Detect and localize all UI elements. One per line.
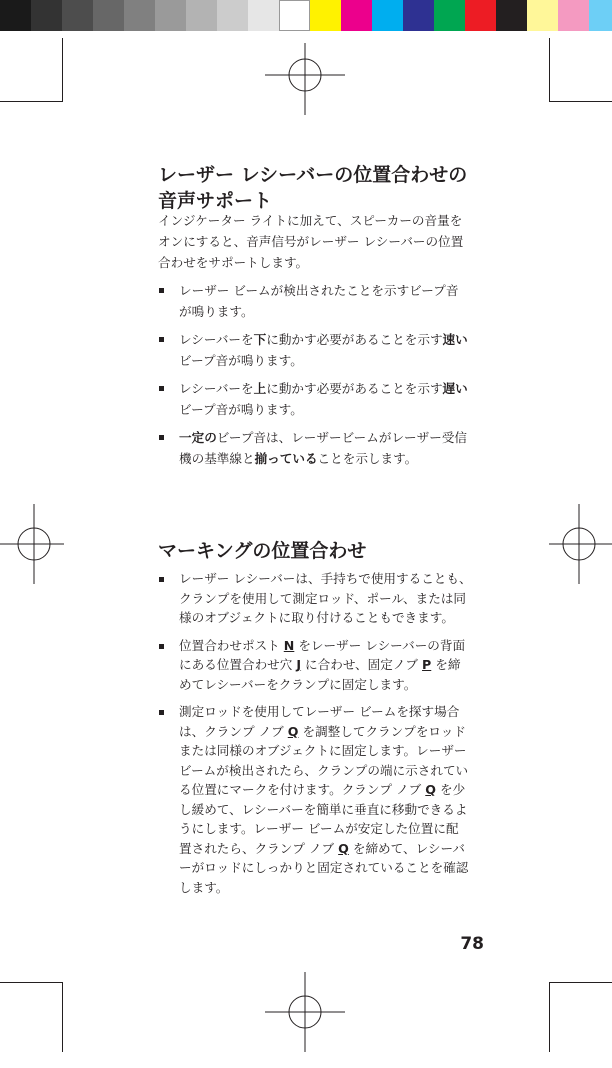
color-swatch (372, 0, 403, 31)
color-swatch (527, 0, 558, 31)
list-item-line: が鳴ります。 (179, 304, 254, 319)
color-swatch (248, 0, 279, 31)
list-item-line: レーザー レシーバーは、手持ちで使用することも、 (179, 571, 472, 586)
part-label-j: J (296, 657, 302, 672)
color-swatch (403, 0, 434, 31)
bullet-icon (159, 386, 164, 391)
bullet-icon (159, 337, 164, 342)
list-item-line: うにします。レーザー ビームが安定した位置に配 (179, 821, 459, 836)
list-item-line: めてレシーバーをクランプに固定します。 (179, 676, 417, 692)
bullet-icon (159, 644, 164, 649)
list-text: ことを示します。 (317, 451, 418, 466)
intro-line: オンにすると、音声信号がレーザー レシーバーの位置 (158, 234, 464, 249)
color-swatch (496, 0, 527, 31)
registration-mark-right (539, 504, 612, 584)
crop-mark-bottom-right-h (549, 982, 612, 983)
list-item-line (179, 427, 499, 448)
list-item-line (179, 655, 499, 675)
beep-bullet-list (159, 280, 499, 469)
list-item-line (179, 839, 499, 859)
page-number: 78 (460, 934, 484, 954)
list-item-line: ビープ音が鳴ります。 (179, 353, 303, 368)
color-swatch (465, 0, 496, 31)
list-item-line: ビープ音が鳴ります。 (179, 402, 303, 417)
crop-mark-top-left-v (62, 38, 63, 102)
emphasis-text: 揃っている (254, 451, 318, 466)
crop-mark-bottom-left-h (0, 982, 63, 983)
marking-bullet-list (159, 569, 499, 897)
color-swatch (62, 0, 93, 31)
list-text: に合わせ、固定ノブ (301, 657, 423, 672)
bullet-icon (159, 577, 164, 582)
list-item-line (179, 780, 499, 800)
emphasis-text: 速い (442, 332, 468, 347)
color-swatch (558, 0, 589, 31)
list-item-line (179, 636, 499, 656)
list-item (159, 378, 499, 420)
bullet-icon (159, 288, 164, 293)
list-item (159, 636, 499, 695)
list-item-line: し緩めて、レシーバーを簡単に垂直に移動できるよ (179, 801, 468, 817)
list-text: る位置にマークを付けます。クランプ ノブ (179, 782, 426, 797)
crop-mark-bottom-left-v (62, 982, 63, 1052)
list-item-line: クランプを使用して測定ロッド、ポール、または同 (179, 590, 467, 606)
section-title-line: レーザー レシーバーの位置合わせの (158, 164, 468, 186)
intro-paragraph (158, 210, 463, 273)
list-item-line: レーザー ビームが検出されたことを示すビープ音 (179, 283, 459, 298)
color-swatch (124, 0, 155, 31)
list-item (159, 702, 499, 897)
list-text: を締 (431, 657, 461, 672)
list-text: レシーバーを (179, 381, 254, 396)
list-text: ビープ音は、レーザービームがレーザー受信 (216, 430, 468, 445)
section-title-marking-alignment: マーキングの位置合わせ (158, 540, 367, 562)
list-text: にある位置合わせ穴 (179, 657, 297, 672)
registration-mark-top (265, 35, 345, 115)
list-text: を少 (436, 782, 466, 797)
color-swatch (31, 0, 62, 31)
list-item-line: します。 (179, 879, 229, 895)
list-text: 位置合わせポスト (179, 637, 284, 653)
list-text: レシーバーを (179, 332, 254, 347)
section-title-line: 音声サポート (158, 190, 273, 212)
list-item (159, 280, 499, 322)
list-text: に動かす必要があることを示す (266, 332, 443, 347)
list-item (159, 329, 499, 371)
list-item-line: ビームが検出されたら、クランプの端に示されてい (179, 762, 469, 778)
color-swatch (93, 0, 124, 31)
list-item-line (179, 378, 499, 399)
list-item-line (179, 722, 499, 742)
crop-mark-top-right-h (549, 101, 612, 102)
registration-mark-bottom (265, 972, 345, 1052)
intro-line: インジケーター ライトに加えて、スピーカーの音量を (158, 213, 463, 228)
list-item-line: 様のオブジェクトに取り付けることもできます。 (179, 610, 454, 625)
bullet-icon (159, 710, 164, 715)
list-text: 置されたら、クランプ ノブ (179, 840, 339, 856)
emphasis-text: 一定の (179, 430, 217, 445)
color-swatch (217, 0, 248, 31)
list-item-line: または同様のオブジェクトに固定します。レーザー (179, 743, 467, 758)
crop-mark-top-left-h (0, 101, 63, 102)
list-text: を調整してクランプをロッド (298, 723, 466, 739)
part-label-q: Q (287, 723, 299, 739)
list-text: に動かす必要があることを示す (266, 381, 443, 396)
list-item-line (179, 329, 499, 350)
section-title-audio-support (158, 162, 467, 214)
part-label-q: Q (338, 840, 349, 856)
part-label-n: N (283, 637, 295, 653)
list-item-line: 測定ロッドを使用してレーザー ビームを探す場合 (179, 704, 460, 719)
part-label-q: Q (425, 782, 436, 797)
emphasis-text: 遅い (442, 381, 468, 396)
color-swatch (186, 0, 217, 31)
part-label-p: P (422, 657, 432, 672)
color-swatch (434, 0, 465, 31)
list-item (159, 569, 499, 628)
list-item-line: ーがロッドにしっかりと固定されていることを確認 (179, 860, 469, 875)
list-item-line (179, 448, 499, 469)
intro-line: 合わせをサポートします。 (158, 255, 309, 270)
color-calibration-bar (0, 0, 612, 31)
list-text: は、クランプ ノブ (179, 723, 288, 739)
color-swatch (310, 0, 341, 31)
list-text: を締めて、レシーバ (348, 840, 466, 856)
color-swatch (0, 0, 31, 31)
color-swatch (155, 0, 186, 31)
crop-mark-top-right-v (549, 38, 550, 102)
emphasis-text: 下 (253, 332, 267, 347)
bullet-icon (159, 435, 164, 440)
list-text: をレーザー レシーバーの背面 (294, 637, 466, 653)
color-swatch (279, 0, 310, 31)
color-swatch (341, 0, 372, 31)
list-text: 機の基準線と (179, 451, 255, 466)
registration-mark-left (0, 504, 74, 584)
list-item (159, 427, 499, 469)
color-swatch (589, 0, 612, 31)
crop-mark-bottom-right-v (549, 982, 550, 1052)
emphasis-text: 上 (253, 381, 267, 396)
